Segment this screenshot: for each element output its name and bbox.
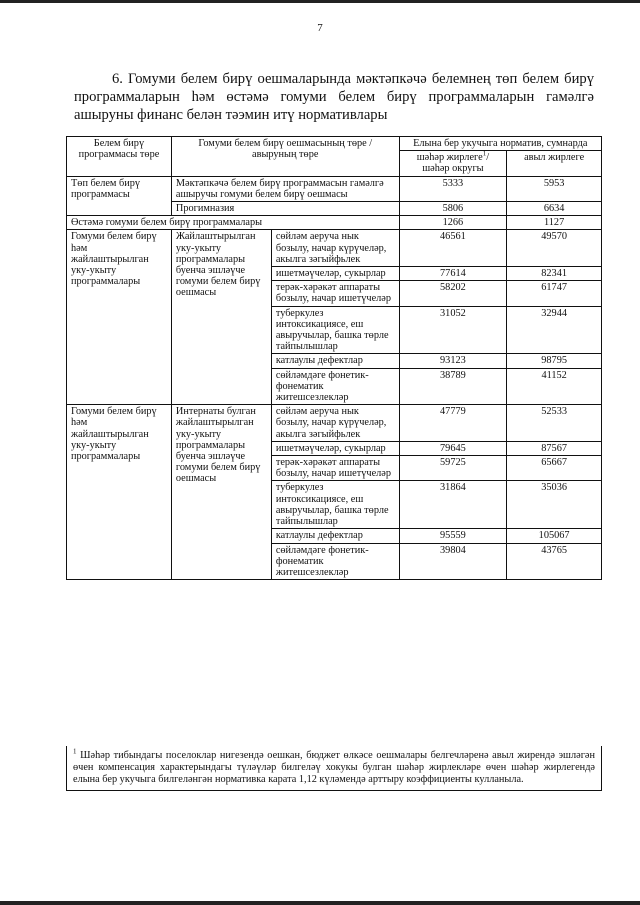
value-city: 46561	[399, 230, 507, 267]
row-name: Мәктәпкәчә белем бирү программасын гамәлгә ашыручы гомуми белем бирү оешмасы	[171, 176, 399, 201]
value-rural: 52533	[507, 405, 602, 442]
disease-name: сөйләмдәге фонетик-фонематик житешсезлекләр	[271, 543, 399, 580]
header-norm: Елына бер укучыга норматив, сумнарда	[399, 137, 601, 151]
value-city: 5806	[399, 202, 507, 216]
row-name: Прогимназия	[171, 202, 399, 216]
value-rural: 98795	[507, 354, 602, 368]
table-row	[67, 405, 602, 442]
basic-program-label: Төп белем бирү программасы	[67, 176, 172, 216]
disease-name: терәк-хәрәкәт аппараты бозылу, начар ишетүчеләр	[271, 281, 399, 306]
value-city: 93123	[399, 354, 507, 368]
value-city: 5333	[399, 176, 507, 201]
table-row	[67, 216, 602, 230]
value-rural: 43765	[507, 543, 602, 580]
value-rural: 32944	[507, 306, 602, 354]
header-org-type: Гомуми белем бирү оешмасының төре / авыруның төре	[171, 137, 399, 177]
value-rural: 65667	[507, 456, 602, 481]
org-type: Жайлаштырылган уку-укыту программалары буенча эшләүче гомуми белем бирү оешмасы	[171, 230, 271, 405]
value-rural: 87567	[507, 441, 602, 455]
value-city: 58202	[399, 281, 507, 306]
header-program-type: Белем бирү программасы төре	[67, 137, 172, 177]
value-rural: 5953	[507, 176, 602, 201]
disease-name: сөйләм аеруча нык бозылу, начар күрүчеләр, акылга зәгыйфьлек	[271, 405, 399, 442]
value-city: 39804	[399, 543, 507, 580]
value-rural: 82341	[507, 267, 602, 281]
value-city: 79645	[399, 441, 507, 455]
disease-name: туберкулез интоксикациясе, еш авыручылар, башка төрле тайпылышлар	[271, 481, 399, 529]
footnote	[66, 746, 602, 791]
header-rural: авыл жирлеге	[507, 151, 602, 176]
footnote-mark: 1	[73, 747, 77, 756]
value-city: 31052	[399, 306, 507, 354]
footnote-ref: 1	[482, 149, 487, 158]
disease-name: катлаулы дефектлар	[271, 529, 399, 543]
value-city: 1266	[399, 216, 507, 230]
header-city	[399, 151, 507, 176]
disease-name: катлаулы дефектлар	[271, 354, 399, 368]
value-rural: 1127	[507, 216, 602, 230]
group-label: Гомуми белем бирү һәм жайлаштырылган уку-укыту программалары	[67, 405, 172, 580]
value-city: 59725	[399, 456, 507, 481]
table-row	[67, 176, 602, 201]
disease-name: ишетмәүчеләр, сукырлар	[271, 267, 399, 281]
group-label: Гомуми белем бирү һәм жайлаштырылган уку-укыту программалары	[67, 230, 172, 405]
header-city-tail: / шәһәр округы	[422, 152, 490, 175]
disease-name: сөйләмдәге фонетик-фонематик житешсезлекләр	[271, 368, 399, 405]
value-rural: 35036	[507, 481, 602, 529]
page-number: 7	[317, 22, 323, 34]
value-rural: 41152	[507, 368, 602, 405]
scan-top-edge	[0, 0, 640, 3]
value-rural: 61747	[507, 281, 602, 306]
footnote-text: Шәһәр тибындагы поселоклар нигезендә оешкан, бюджет өлкәсе оешмалары белгечләренә авыл жирендә эшләгән өчен компенсация характерындагы түләүләр билгеләү хокукы булган шәһәр жирлекләре өчен шәһәр жирлегендә елына бер укучыга билгеләнгән нормативка карата 1,12 күләмендә арттыру коэффициенты кулланыла.	[73, 750, 595, 786]
value-city: 38789	[399, 368, 507, 405]
value-city: 77614	[399, 267, 507, 281]
scan-bottom-edge	[0, 901, 640, 905]
value-city: 31864	[399, 481, 507, 529]
disease-name: ишетмәүчеләр, сукырлар	[271, 441, 399, 455]
value-rural: 6634	[507, 202, 602, 216]
table-header-row	[67, 137, 602, 151]
value-city: 47779	[399, 405, 507, 442]
disease-name: туберкулез интоксикациясе, еш авыручылар, башка төрле тайпылышлар	[271, 306, 399, 354]
section-title: 6. Гомуми белем бирү оешмаларында мәктәпкәчә белемнең төп белем бирү программаларын һәм өстәмә гомуми белем бирү программаларын гамәлгә ашыруны финанс белән тәэмин итү нормативлары	[74, 71, 594, 123]
org-type: Интернаты булган жайлаштырылган уку-укыту программалары буенча эшләүче гомуми белем бирү оешмасы	[171, 405, 271, 580]
value-rural: 105067	[507, 529, 602, 543]
disease-name: терәк-хәрәкәт аппараты бозылу, начар ишетүчеләр	[271, 456, 399, 481]
value-rural: 49570	[507, 230, 602, 267]
norms-table	[66, 136, 602, 580]
table-row	[67, 230, 602, 267]
disease-name: сөйләм аеруча нык бозылу, начар күрүчеләр, акылга зәгыйфьлек	[271, 230, 399, 267]
value-city: 95559	[399, 529, 507, 543]
header-city-label: шәһәр жирлеге	[416, 152, 483, 164]
additional-program-label: Өстәмә гомуми белем бирү программалары	[67, 216, 400, 230]
